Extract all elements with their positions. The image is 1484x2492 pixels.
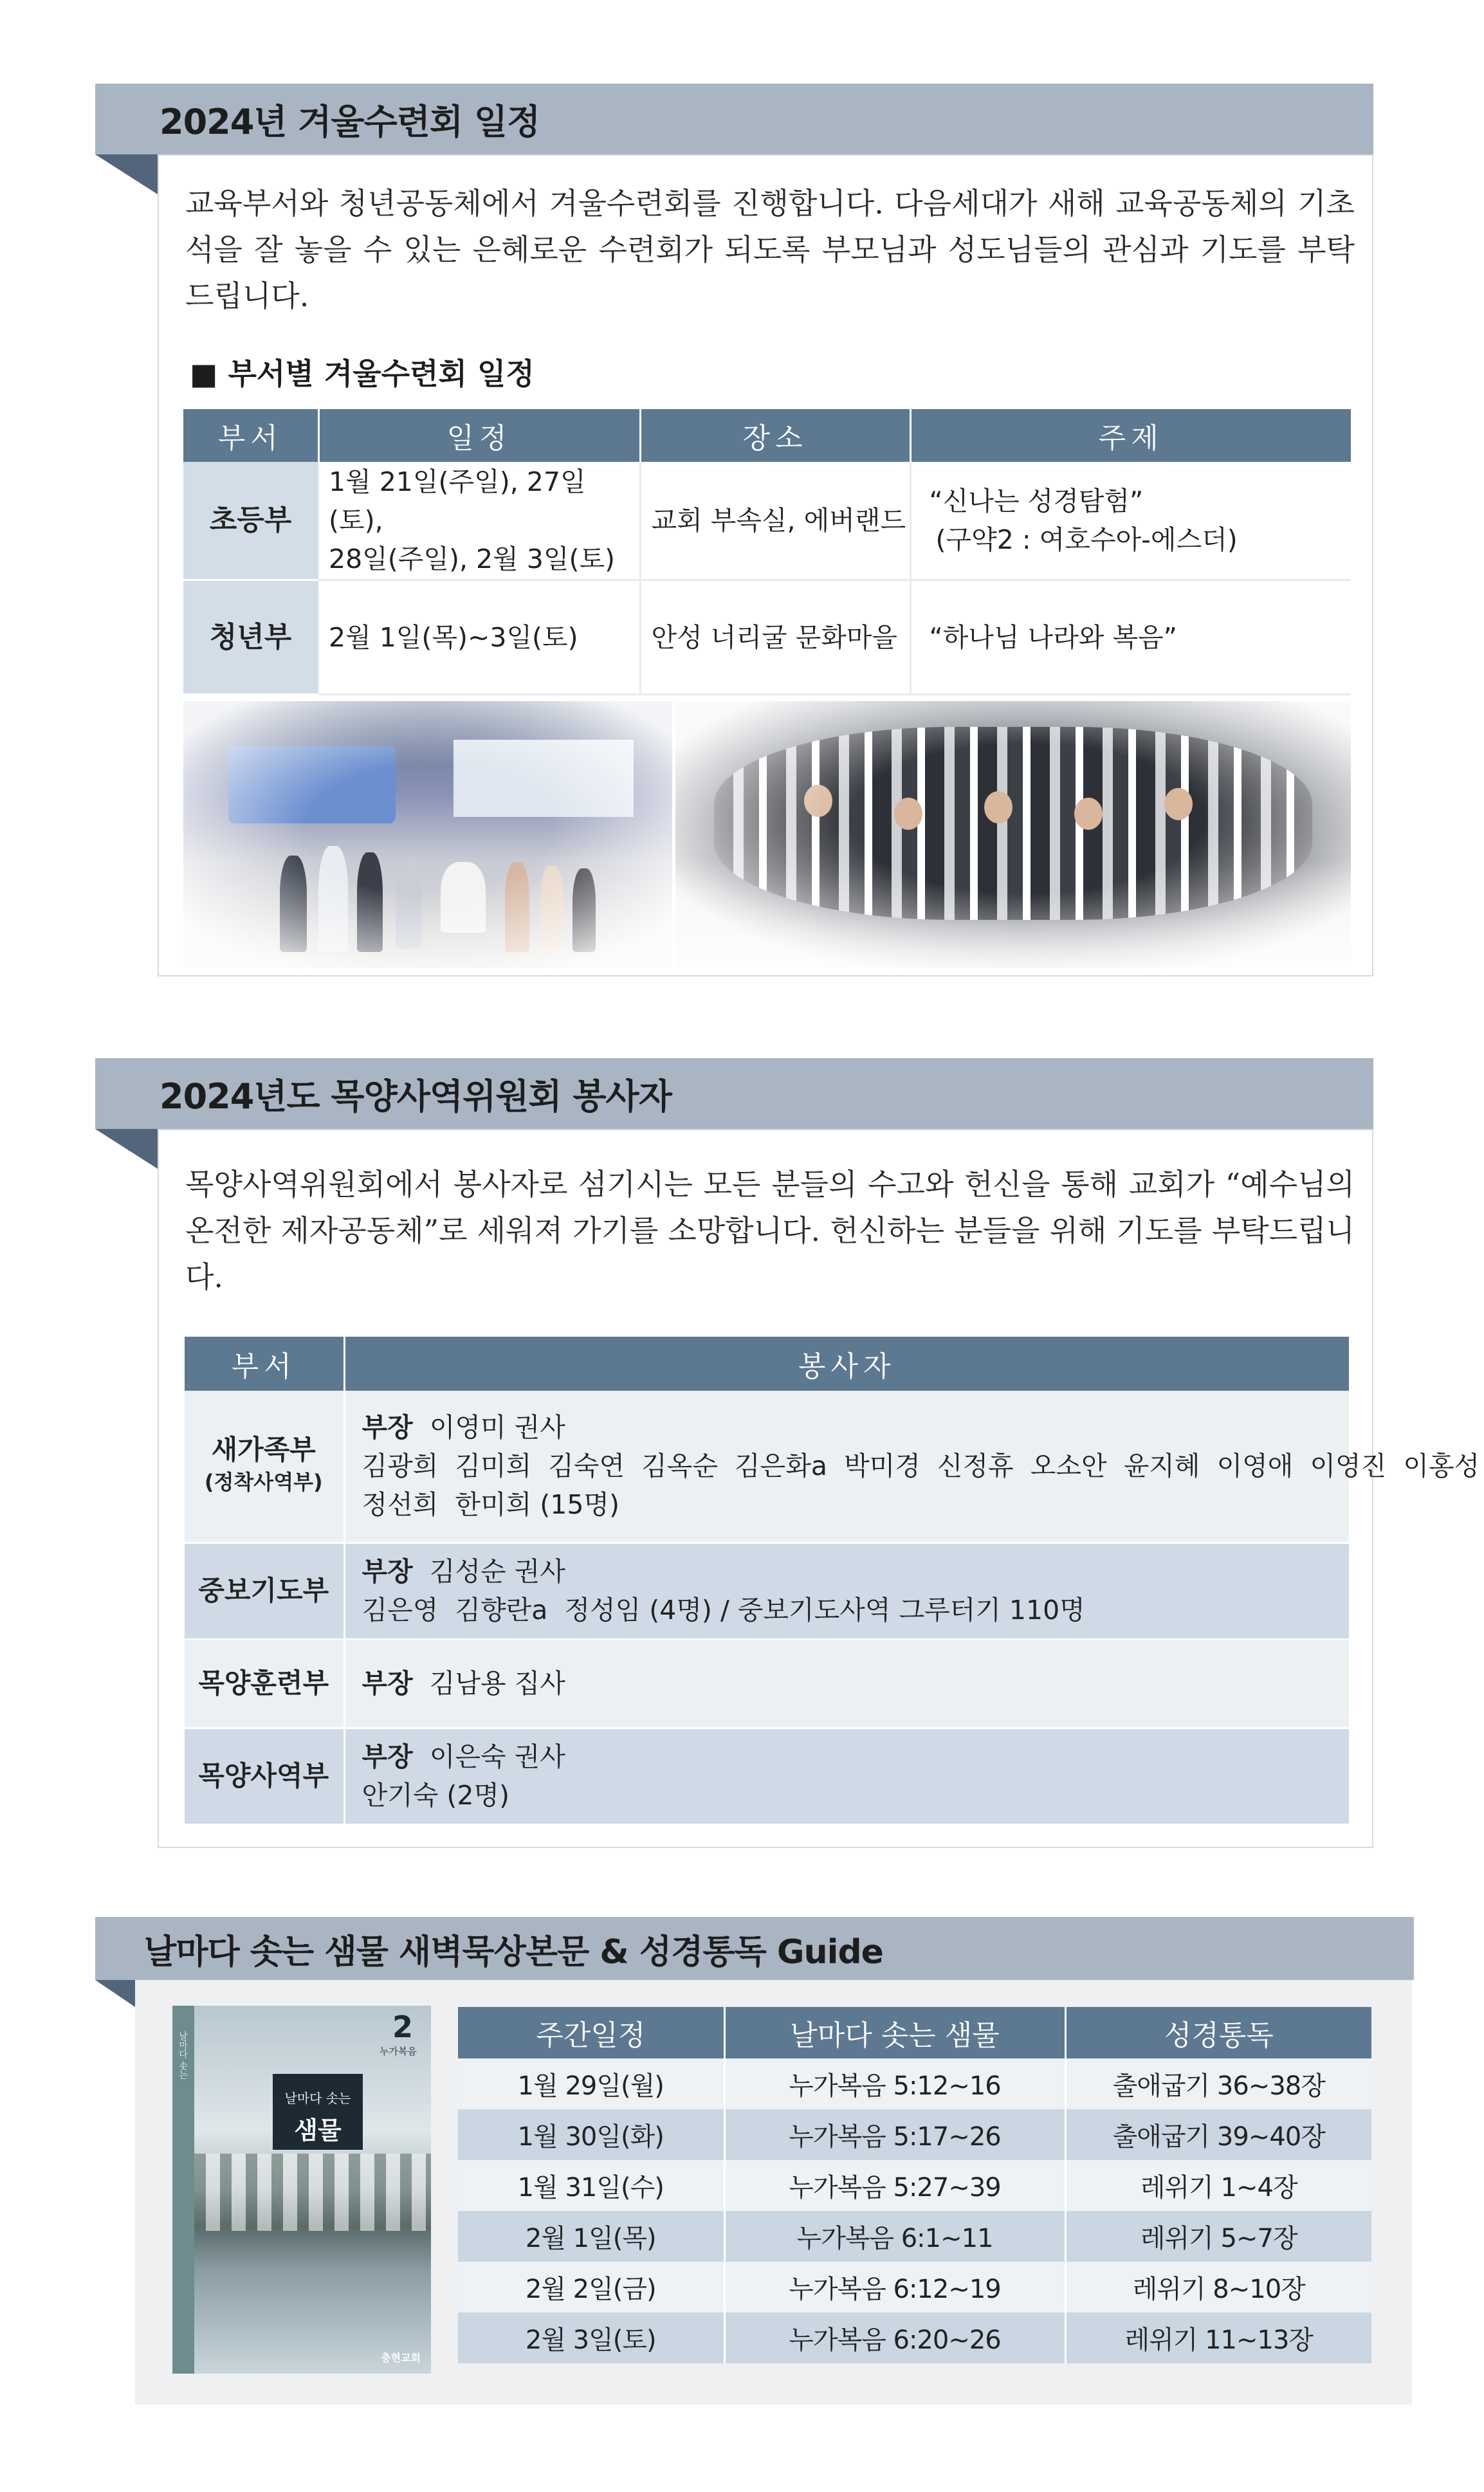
table-row bbox=[458, 2313, 1371, 2363]
section2-header bbox=[95, 1058, 1373, 1129]
table-row bbox=[458, 2211, 1371, 2262]
date-line1: 1월 21일(주일), 27일(토), bbox=[329, 466, 586, 536]
leader-label: 부장 bbox=[362, 1412, 413, 1443]
section3-header bbox=[95, 1917, 1414, 1980]
leader-label: 부장 bbox=[362, 1556, 413, 1587]
section3-title: 날마다 솟는 샘물 새벽묵상본문 & 성경통독 Guide bbox=[144, 1932, 883, 1972]
members-line2: 정선희 한미희 (15명) bbox=[362, 1489, 620, 1521]
table-row bbox=[185, 1639, 1349, 1728]
photo-fade bbox=[183, 701, 672, 968]
th-dept: 부서 bbox=[183, 409, 318, 462]
th-reading: 성경통독 bbox=[1065, 2007, 1371, 2058]
row-volunteers bbox=[344, 1728, 1349, 1824]
th-devotion: 날마다 솟는 샘물 bbox=[724, 2007, 1065, 2058]
cell-date: 2월 2일(금) bbox=[458, 2262, 724, 2313]
section3-fold bbox=[95, 1980, 135, 2007]
section1-intro: 교육부서와 청년공동체에서 겨울수련회를 진행합니다. 다음세대가 새해 교육공동체의 기초석을 잘 놓을 수 있는 은혜로운 수련회가 되도록 부모님과 성도님들의 관심과 기도를 부탁드립니다. bbox=[185, 186, 1355, 313]
cell-date: 1월 30일(화) bbox=[458, 2109, 724, 2160]
th-volunteers: 봉사자 bbox=[344, 1337, 1349, 1391]
cell-reading: 출애굽기 39~40장 bbox=[1065, 2109, 1371, 2160]
book-cover bbox=[172, 2006, 431, 2374]
table-row bbox=[458, 2160, 1371, 2211]
table-row bbox=[185, 1543, 1349, 1639]
th-theme: 주제 bbox=[910, 409, 1351, 462]
leader-label: 부장 bbox=[362, 1668, 413, 1699]
leader-name: 이은숙 권사 bbox=[429, 1741, 565, 1772]
row-dept: 청년부 bbox=[183, 580, 318, 695]
row-theme bbox=[910, 462, 1351, 580]
spine-text: 날마다 솟는 bbox=[178, 2031, 188, 2080]
cover-title-small: 날마다 솟는 bbox=[284, 2091, 351, 2106]
row-dept: 초등부 bbox=[183, 462, 318, 580]
table-row bbox=[185, 1391, 1349, 1543]
row-place: 안성 너리굴 문화마을 bbox=[640, 580, 910, 695]
row-dept: 목양사역부 bbox=[185, 1728, 344, 1824]
row-dept: 목양훈련부 bbox=[185, 1639, 344, 1728]
photo-children-stage bbox=[183, 701, 672, 968]
row-date bbox=[318, 462, 640, 580]
table-row bbox=[458, 2262, 1371, 2313]
cell-devotion: 누가복음 5:17~26 bbox=[724, 2109, 1065, 2160]
row-volunteers bbox=[344, 1639, 1349, 1728]
members-line1: 김은영 김향란a 정성임 (4명) / 중보기도사역 그루터기 110명 bbox=[362, 1595, 1085, 1626]
row-volunteers bbox=[344, 1543, 1349, 1639]
cover-title-big: 샘물 bbox=[294, 2116, 342, 2145]
th-place: 장소 bbox=[640, 409, 910, 462]
leader-name: 김남용 집사 bbox=[429, 1668, 565, 1699]
table-row bbox=[458, 2058, 1371, 2109]
cell-date: 2월 3일(토) bbox=[458, 2313, 724, 2363]
cell-devotion: 누가복음 6:20~26 bbox=[724, 2313, 1065, 2363]
section1-header bbox=[95, 84, 1373, 154]
row-dept bbox=[185, 1391, 344, 1543]
theme-line2: (구약2 : 여호수아-에스더) bbox=[935, 524, 1238, 555]
section1-subheading: ■ 부서별 겨울수련회 일정 bbox=[190, 356, 535, 391]
devotion-reading-table bbox=[458, 2007, 1371, 2363]
row-dept: 중보기도부 bbox=[185, 1543, 344, 1639]
cell-date: 1월 31일(수) bbox=[458, 2160, 724, 2211]
members-line1: 김광희 김미희 김숙연 김옥순 김은화a 박미경 신정휴 오소안 윤지혜 이영애 이영진 이홍성 bbox=[362, 1451, 1480, 1482]
photo-fade bbox=[675, 701, 1351, 968]
cover-number: 2 bbox=[392, 2010, 413, 2044]
cell-date: 1월 29일(월) bbox=[458, 2058, 724, 2109]
members-line1: 안기숙 (2명) bbox=[362, 1780, 510, 1811]
cell-devotion: 누가복음 5:12~16 bbox=[724, 2058, 1065, 2109]
date-line2: 28일(주일), 2월 3일(토) bbox=[329, 544, 616, 574]
table-row bbox=[458, 2109, 1371, 2160]
table-row bbox=[183, 462, 1351, 580]
cover-title-box bbox=[273, 2074, 363, 2150]
table-row bbox=[185, 1728, 1349, 1824]
cell-devotion: 누가복음 6:1~11 bbox=[724, 2211, 1065, 2262]
cover-trees bbox=[194, 2154, 431, 2231]
row-theme: “하나님 나라와 복음” bbox=[910, 580, 1351, 695]
cell-reading: 레위기 8~10장 bbox=[1065, 2262, 1371, 2313]
cell-reading: 레위기 1~4장 bbox=[1065, 2160, 1371, 2211]
th-dept: 부서 bbox=[185, 1337, 344, 1391]
section1-fold bbox=[95, 154, 158, 194]
winter-retreat-table bbox=[183, 409, 1351, 695]
leader-label: 부장 bbox=[362, 1741, 413, 1772]
cell-reading: 레위기 5~7장 bbox=[1065, 2211, 1371, 2262]
section2-fold bbox=[95, 1129, 158, 1169]
photo-youth-group bbox=[675, 701, 1351, 968]
theme-line1: “신나는 성경탐험” bbox=[929, 486, 1144, 517]
dept-name: 새가족부 bbox=[211, 1434, 316, 1466]
cover-spine bbox=[172, 2006, 194, 2374]
table-row bbox=[183, 580, 1351, 695]
row-place: 교회 부속실, 에버랜드 bbox=[640, 462, 910, 580]
section1-title: 2024년 겨울수련회 일정 bbox=[160, 101, 540, 142]
dept-sub: (정착사역부) bbox=[204, 1470, 323, 1495]
cell-reading: 출애굽기 36~38장 bbox=[1065, 2058, 1371, 2109]
leader-name: 김성순 권사 bbox=[429, 1556, 565, 1587]
row-volunteers bbox=[344, 1391, 1480, 1543]
th-schedule: 주간일정 bbox=[458, 2007, 724, 2058]
th-date: 일정 bbox=[318, 409, 640, 462]
section2-intro: 목양사역위원회에서 봉사자로 섬기시는 모든 분들의 수고와 헌신을 통해 교회가 “예수님의 온전한 제자공동체”로 세워져 가기를 소망합니다. 헌신하는 분들을 위해 기도를 부탁드립니다. bbox=[185, 1167, 1355, 1294]
cell-devotion: 누가복음 6:12~19 bbox=[724, 2262, 1065, 2313]
row-date: 2월 1일(목)~3일(토) bbox=[318, 580, 640, 695]
cell-devotion: 누가복음 5:27~39 bbox=[724, 2160, 1065, 2211]
cover-subtitle: 누가복음 bbox=[380, 2046, 417, 2057]
volunteers-table bbox=[185, 1337, 1480, 1826]
cell-date: 2월 1일(목) bbox=[458, 2211, 724, 2262]
leader-name: 이영미 권사 bbox=[429, 1412, 565, 1443]
section2-title: 2024년도 목양사역위원회 봉사자 bbox=[160, 1076, 672, 1117]
cell-reading: 레위기 11~13장 bbox=[1065, 2313, 1371, 2363]
cover-publisher: 충현교회 bbox=[381, 2352, 421, 2364]
